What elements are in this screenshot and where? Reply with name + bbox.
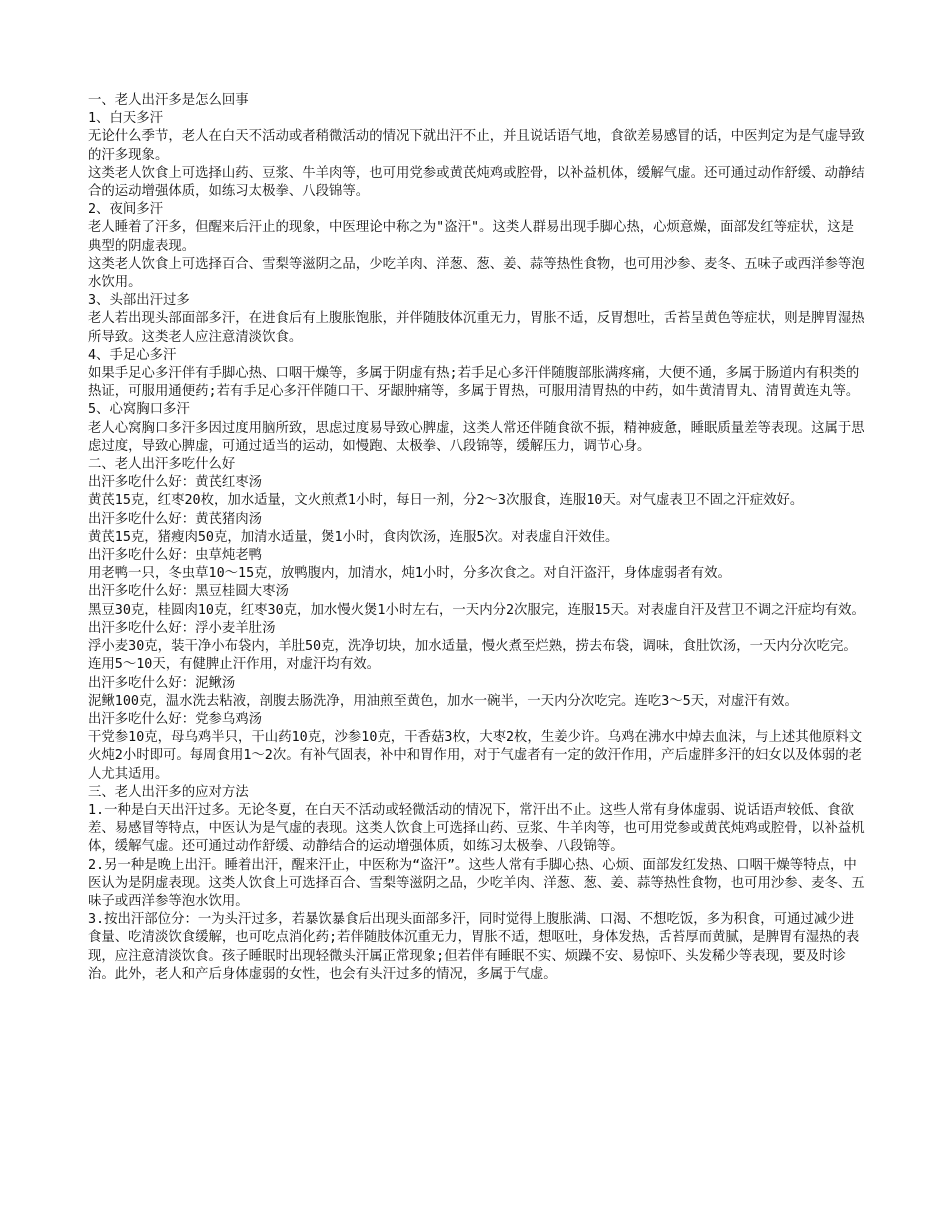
paragraph: 这类老人饮食上可选择山药、豆浆、牛羊肉等，也可用党参或黄芪炖鸡或腔骨，以补益机体，缓解气虚。还可通过动作舒缓、动静结合的运动增强体质，如练习太极拳、八段锦等。	[88, 165, 865, 200]
paragraph: 无论什么季节，老人在白天不活动或者稍微活动的情况下就出汗不止，并且说话语气地，食欲差易感冒的话，中医判定为是气虚导致的汗多现象。	[88, 129, 865, 163]
paragraph: 这类老人饮食上可选择百合、雪梨等滋阴之品，少吃羊肉、洋葱、葱、姜、蒜等热性食物，也可用沙参、麦冬、五味子或西洋参等泡水饮用。	[88, 256, 865, 291]
paragraph: 老人若出现头部面部多汗，在进食后有上腹胀饱胀，并伴随肢体沉重无力，胃胀不适，反胃想吐，舌苔呈黄色等症状，则是脾胃湿热所导致。这类老人应注意清淡饮食。	[88, 311, 865, 345]
paragraph: 浮小麦30克，装干净小布袋内，羊肚50克，洗净切块，加水适量，慢火煮至烂熟，捞去布袋，调味，食肚饮汤，一天内分次吃完。连用5～10天，有健脾止汗作用，对虚汗均有效。	[88, 639, 857, 673]
section-heading: 2、夜间多汗	[88, 202, 164, 218]
paragraph: 老人心窝胸口多汗多因过度用脑所致，思虑过度易导致心脾虚，这类人常还伴随食欲不振，精神疲惫，睡眠质量差等表现。这属于思虑过度，导致心脾虚，可通过适当的运动，如慢跑、太极拳、八段锦等，缓解压力，调节心身。	[88, 420, 865, 454]
section-heading: 出汗多吃什么好：黄芪红枣汤	[88, 475, 263, 491]
paragraph: 2.另一种是晚上出汗。睡着出汗，醒来汗止，中医称为“盗汗”。这些人常有手脚心热、心烦、面部发红发热、口咽干燥等特点，中医认为是阴虚表现。这类人饮食上可选择百合、雪梨等滋阴之品，少吃羊肉、洋葱、葱、姜、蒜等热性食物，也可用沙参、麦冬、五味子或西洋参等泡水饮用。	[88, 857, 865, 909]
paragraph: 黄芪15克，红枣20枚，加水适量，文火煎煮1小时，每日一剂，分2～3次服食，连服10天。对气虚表卫不固之汗症效好。	[88, 493, 804, 509]
section-heading: 三、老人出汗多的应对方法	[88, 784, 249, 800]
section-heading: 一、老人出汗多是怎么回事	[88, 93, 249, 108]
paragraph: 1.一种是白天出汗过多。无论冬夏，在白天不活动或轻微活动的情况下，常汗出不止。这些人常有身体虚弱、说话语声较低、食欲差、易感冒等特点，中医认为是气虚的表现。这类人饮食上可选择山药、豆浆、牛羊肉等，也可用党参或黄芪炖鸡或腔骨，以补益机体，缓解气虚。还可通过动作舒缓、动静结合的运动增强体质，如练习太极拳、八段锦等。	[88, 802, 865, 855]
paragraph: 泥鳅100克，温水洗去粘液，剖腹去肠洗净，用油煎至黄色，加水一碗半，一天内分次吃完。连吃3～5天，对虚汗有效。	[88, 693, 798, 709]
document-body	[88, 92, 866, 984]
paragraph: 老人睡着了汗多，但醒来后汗止的现象，中医理论中称之为"盗汗"。这类人群易出现手脚心热，心烦意燥，面部发红等症状，这是典型的阴虚表现。	[88, 220, 854, 254]
section-heading: 出汗多吃什么好：泥鳅汤	[88, 675, 236, 691]
section-heading: 出汗多吃什么好：黑豆桂圆大枣汤	[88, 584, 289, 600]
section-heading: 1、白天多汗	[88, 111, 164, 127]
paragraph: 干党参10克，母乌鸡半只，干山药10克，沙参10克，干香菇3枚，大枣2枚，生姜少许。乌鸡在沸水中焯去血沫，与上述其他原料文火炖2小时即可。每周食用1～2次。有补气固表，补中和胃作用，对于气虚者有一定的敛汗作用，产后虚胖多汗的妇女以及体弱的老人尤其适用。	[88, 730, 863, 782]
section-heading: 5、心窝胸口多汗	[88, 402, 190, 418]
section-heading: 3、头部出汗过多	[88, 293, 190, 309]
paragraph: 用老鸭一只，冬虫草10～15克，放鸭腹内，加清水，炖1小时，分多次食之。对自汗盗汗，身体虚弱者有效。	[88, 566, 731, 582]
section-heading: 出汗多吃什么好：黄芪猪肉汤	[88, 511, 263, 527]
paragraph: 黑豆30克，桂圆肉10克，红枣30克，加水慢火煲1小时左右，一天内分2次服完，连服15天。对表虚自汗及营卫不调之汗症均有效。	[88, 602, 865, 618]
paragraph: 黄芪15克，猪瘦肉50克，加清水适量，煲1小时，食肉饮汤，连服5次。对表虚自汗效佳。	[88, 529, 619, 545]
section-heading: 出汗多吃什么好：虫草炖老鸭	[88, 548, 263, 564]
section-heading: 出汗多吃什么好：党参乌鸡汤	[88, 711, 263, 727]
section-heading: 4、手足心多汗	[88, 347, 177, 363]
section-heading: 二、老人出汗多吃什么好	[88, 457, 236, 473]
section-heading: 出汗多吃什么好：浮小麦羊肚汤	[88, 620, 276, 636]
paragraph: 3.按出汗部位分：一为头汗过多，若暴饮暴食后出现头面部多汗，同时觉得上腹胀满、口渴、不想吃饭，多为积食，可通过减少进食量、吃清淡饮食缓解，也可吃点消化药;若伴随肢体沉重无力，胃胀不适，想呕吐，身体发热，舌苔厚而黄腻，是脾胃有湿热的表现，应注意清淡饮食。孩子睡眠时出现轻微头汗属正常现象;但若伴有睡眠不实、烦躁不安、易惊吓、头发稀少等表现，要及时诊治。此外，老人和产后身体虚弱的女性，也会有头汗过多的情况，多属于气虚。	[88, 912, 860, 982]
paragraph: 如果手足心多汗伴有手脚心热、口咽干燥等，多属于阴虚有热;若手足心多汗伴随腹部胀满疼痛，大便不通，多属于肠道内有积类的热证，可服用通便药;若有手足心多汗伴随口干、牙龈肿痛等，多属于胃热，可服用清胃热的中药，如牛黄清胃丸、清胃黄连丸等。	[88, 366, 860, 400]
